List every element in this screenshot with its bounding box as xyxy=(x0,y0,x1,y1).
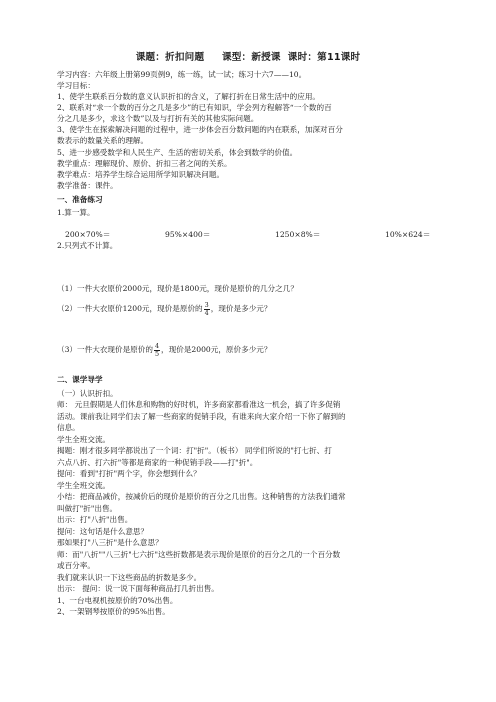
goal-line: 分之几是多少，求这个数”以及与打折有关的其他实际问题。 xyxy=(57,114,259,123)
goal-line: 5、进一步感受数学和人民生产、生活的密切关系，体会到数学的价值。 xyxy=(57,148,298,157)
question-2 xyxy=(57,300,271,317)
calc-expression: 10%×624＝ xyxy=(385,230,431,239)
guide-line: 叫做打"折"出售。 xyxy=(57,504,118,513)
goal-line: 3、使学生在探索解决问题的过程中，进一步体会百分数问题的内在联系，加深对百分 xyxy=(57,125,343,134)
guide-line: 学生全班交流。 xyxy=(57,481,111,490)
guide-line: 那如果打"八三折"是什么意思？ xyxy=(57,538,163,547)
learning-content: 学习内容：六年级上册第99页例9，练一练，试一试；练习十六7——10。 xyxy=(57,70,307,79)
guide-line: 出示：打"八折"出售。 xyxy=(57,515,133,524)
key-point: 教学重点：理解现价、原价、折扣三者之间的关系。 xyxy=(57,159,232,168)
exercise-item-1: 1.算一算。 xyxy=(57,208,95,217)
goals-heading: 学习目标： xyxy=(57,81,95,90)
fraction-denominator: 5 xyxy=(154,349,160,358)
exercise-item-2: 2.只列式不计算。 xyxy=(57,241,118,250)
question-3 xyxy=(57,341,272,358)
guide-line: 师：而"八折""八三折"七六折"这些折数都是表示现价是原价的百分之几的一个百分数 xyxy=(57,550,341,559)
preparation: 教学准备：课件。 xyxy=(57,181,118,190)
section-heading-prep: 一、准备练习 xyxy=(57,195,103,204)
guide-line: 小结：把商品减价，按减价后的现价是原价的百分之几出售。这种销售的方法我们通常 xyxy=(57,492,346,501)
question-1: （1）一件大衣原价2000元，现价是1800元，现价是原价的几分之几？ xyxy=(57,284,298,293)
difficulty: 教学难点：培养学生综合运用所学知识解决问题。 xyxy=(57,170,225,179)
fraction-numerator: 3 xyxy=(204,300,209,309)
guide-line: 提问：这句话是什么意思？ xyxy=(57,527,149,536)
fraction-denominator: 4 xyxy=(204,308,209,317)
fraction-numerator: 4 xyxy=(154,341,160,350)
guide-line: 2、一架钢琴按原价的95%出售。 xyxy=(57,607,170,616)
goal-line: 数表示的数量关系的理解。 xyxy=(57,136,149,145)
guide-line: 我们就来认识一下这些商品的折数是多少。 xyxy=(57,573,202,582)
question-2-tail: ，现价是多少元？ xyxy=(210,304,272,313)
guide-line: 信息。 xyxy=(57,423,80,432)
question-2-text: （2）一件大衣原价1200元，现价是原价的 xyxy=(57,304,203,313)
section-heading-guide: 二、课学导学 xyxy=(57,375,103,384)
guide-line: 提问：看到"打折"两个字，你会想到什么？ xyxy=(57,469,201,478)
question-3-text: （3）一件大衣现价是原价的 xyxy=(57,345,153,354)
calc-expression: 95%×400＝ xyxy=(165,230,211,239)
goal-line: 2、联系对“求一个数的百分之几是多少”的已有知识，学会列方程解答“一个数的百 xyxy=(57,103,332,112)
lesson-title: 课题：折扣问题 课型：新授课 课时：第11课时 xyxy=(135,52,361,63)
question-3-tail: ，现价是2000元，原价多少元？ xyxy=(161,345,272,354)
guide-line: 师： 元旦假期是人们休息和购物的好时机，许多商家都看准这一机会，搞了许多促销 xyxy=(57,400,341,409)
guide-line: 六点八折、打六折"等都是商家的一种促销手段——打"折"。 xyxy=(57,458,258,467)
guide-line: 或百分率。 xyxy=(57,561,95,570)
guide-line: （一）认识折扣。 xyxy=(57,389,118,398)
calc-expression: 1250×8%＝ xyxy=(275,230,321,239)
goal-line: 1、使学生联系百分数的意义认识折扣的含义，了解打折在日常生活中的应用。 xyxy=(57,92,321,101)
fraction xyxy=(154,343,160,358)
guide-line: 活动。课前我让同学们去了解一些商家的促销手段，有谁来向大家介绍一下你了解到的 xyxy=(57,412,346,421)
guide-line: 揭题：刚才很多同学都说出了一个词：打"折"。（板书） 同学们所说的"打七折、打 xyxy=(57,446,332,455)
fraction xyxy=(204,302,210,317)
guide-line: 学生全班交流。 xyxy=(57,435,111,444)
calc-expression: 200×70%＝ xyxy=(65,230,111,239)
guide-line: 出示： 提问：说一说下面每种商品打几折出售。 xyxy=(57,584,219,593)
guide-line: 1、一台电视机按原价的70%出售。 xyxy=(57,596,178,605)
